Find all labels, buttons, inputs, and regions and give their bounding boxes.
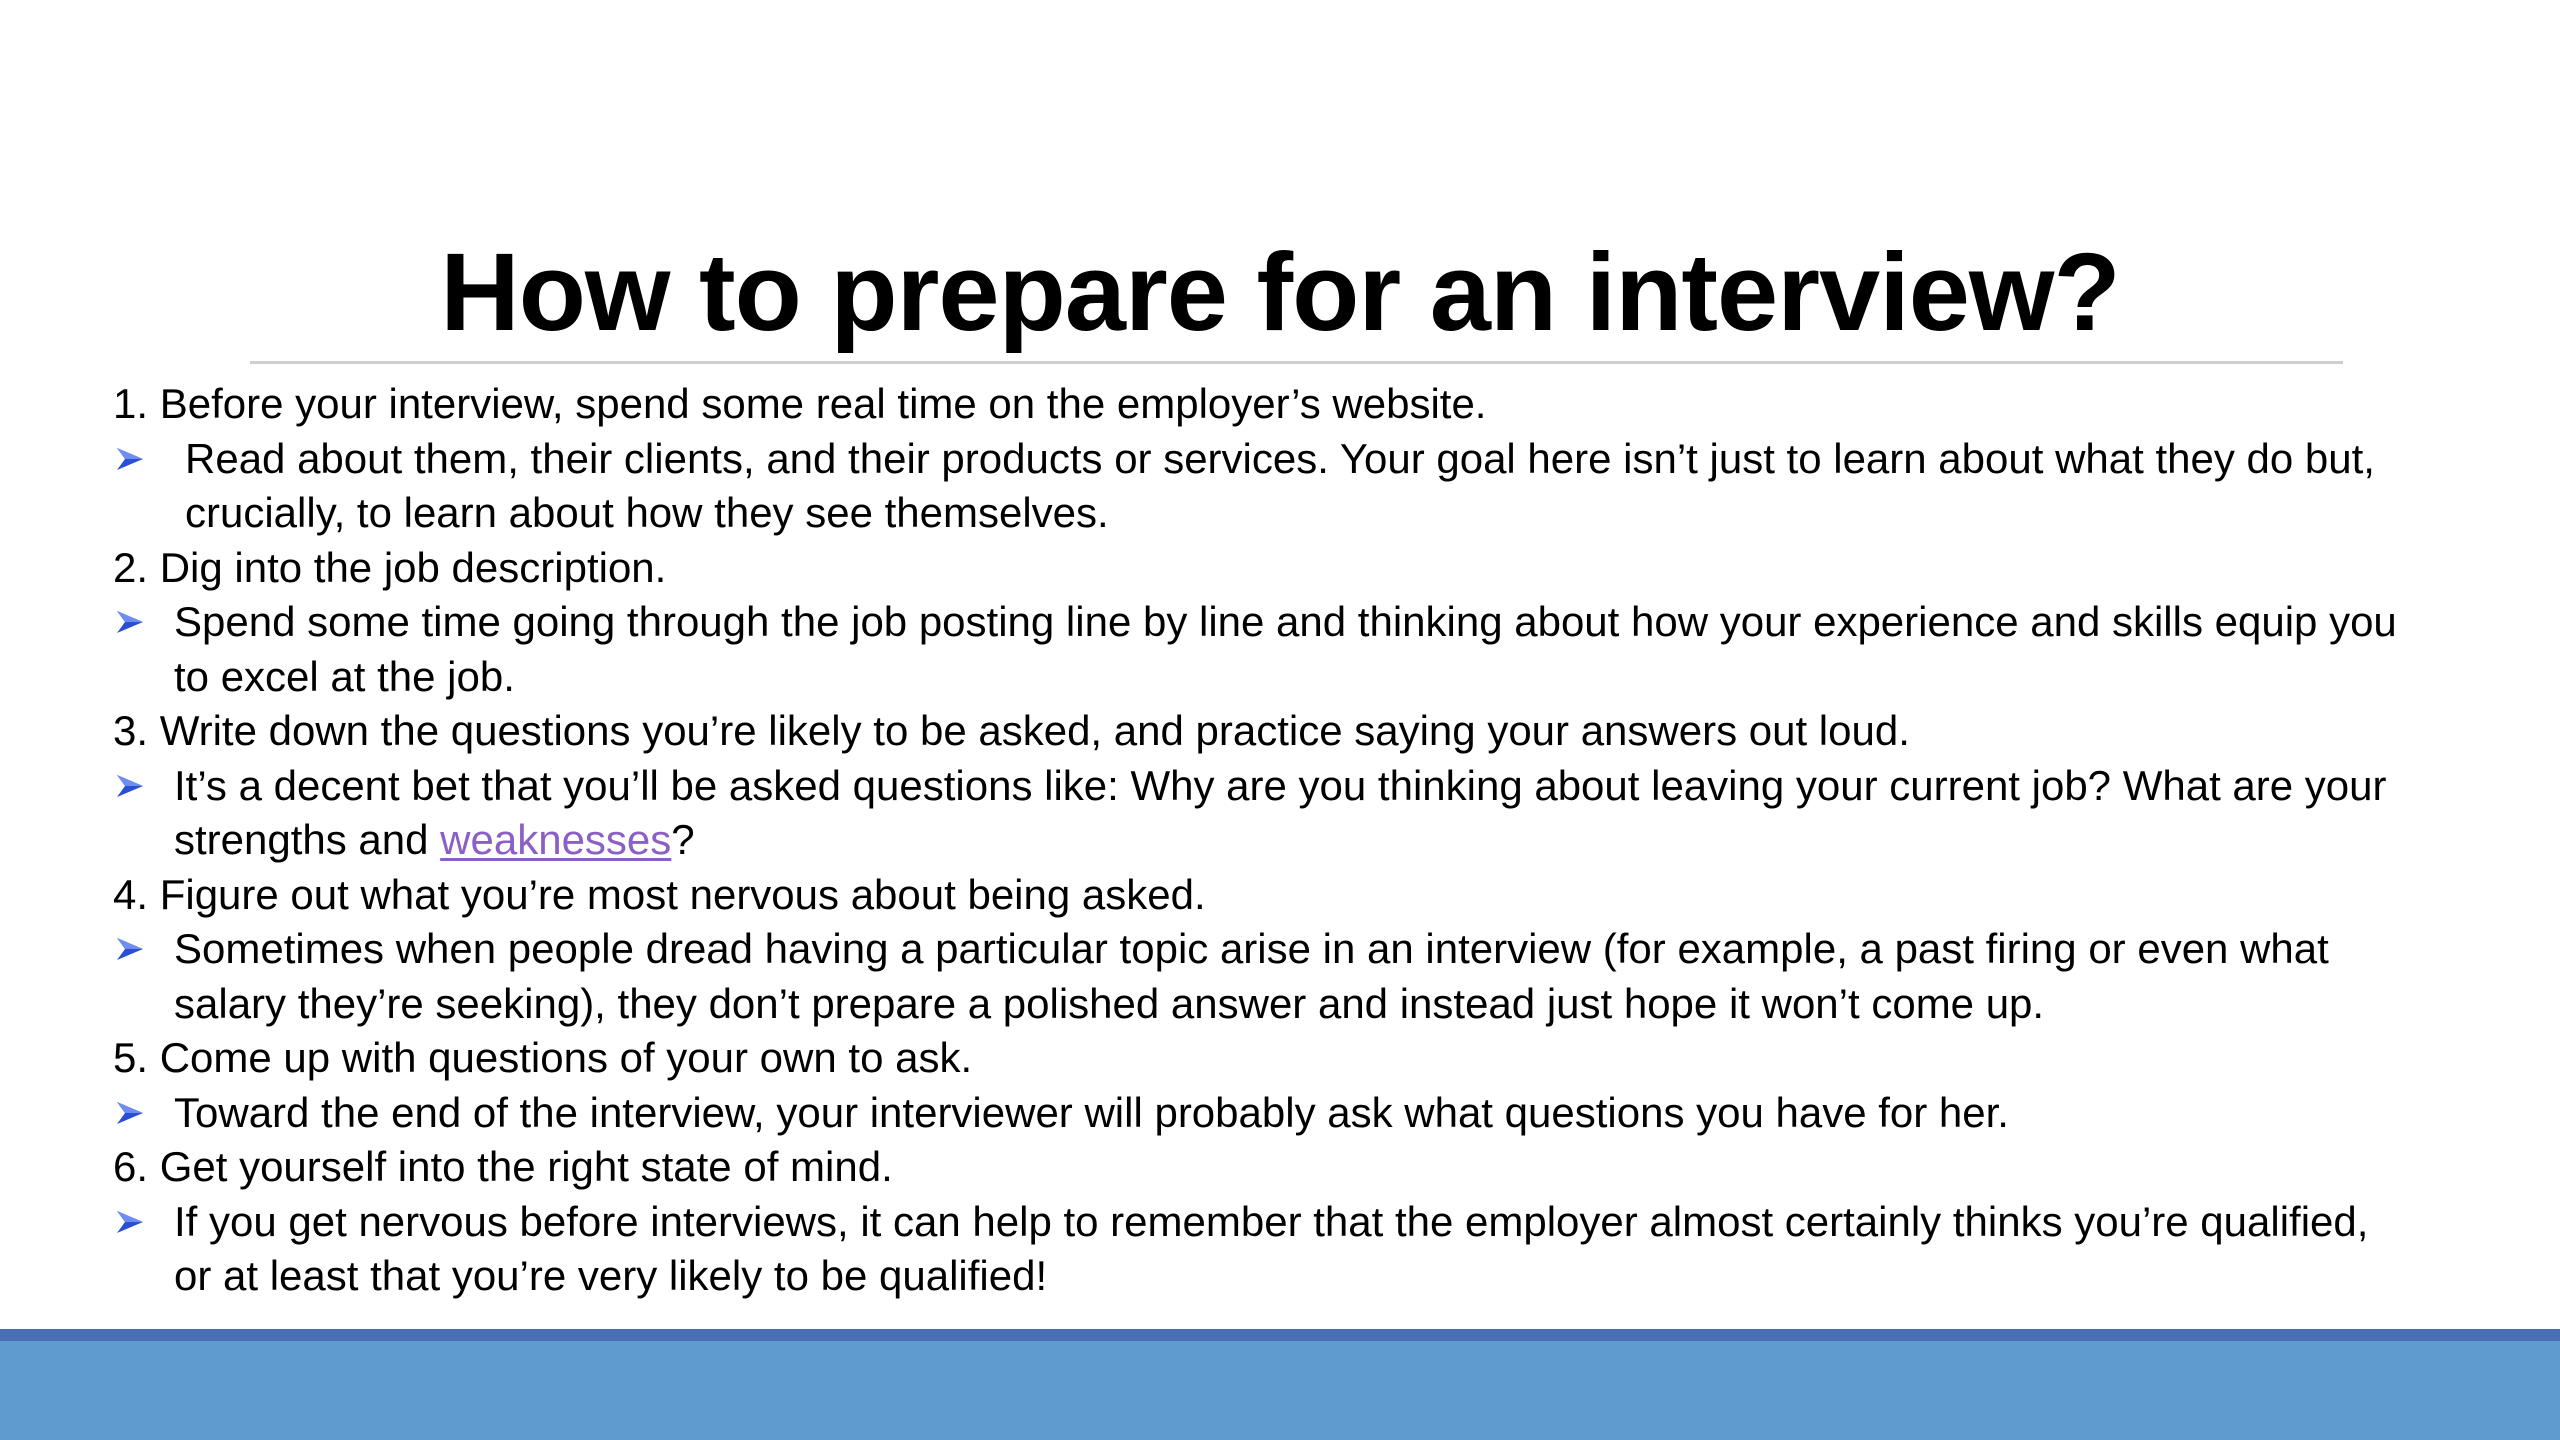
numbered-item-4: [113, 868, 2413, 923]
item-heading: Figure out what you’re most nervous about being asked.: [159, 870, 1206, 918]
numbered-item-3: [113, 704, 2413, 759]
bullet-text-after-link: ?: [671, 816, 695, 863]
bullet-item-3: [113, 759, 2413, 868]
weaknesses-link[interactable]: weaknesses: [440, 816, 672, 863]
item-heading: Dig into the job description.: [159, 543, 667, 591]
arrowhead-bullet-icon: [113, 759, 174, 814]
item-number: 4.: [113, 870, 149, 918]
item-number: 1.: [113, 380, 149, 427]
slide-content: [113, 377, 2413, 1304]
bullet-text: Read about them, their clients, and their products or services. Your goal here isn’t just to learn about what they do but, crucially, to learn about how they see themselves.: [185, 434, 2375, 536]
item-heading: Get yourself into the right state of mind.: [159, 1143, 893, 1190]
arrowhead-bullet-icon: [113, 922, 174, 977]
bullet-text: Sometimes when people dread having a particular topic arise in an interview (for example, a past firing or even what salary they’re seeking), they don’t prepare a polished answer and instead just hope it won’t come up.: [174, 925, 2329, 1027]
item-heading: Write down the questions you’re likely to be asked, and practice saying your answers out loud.: [159, 707, 1910, 754]
item-number: 6.: [113, 1143, 149, 1190]
item-number: 3.: [113, 707, 149, 754]
bullet-text: Spend some time going through the job posting line by line and thinking about how your experience and skills equip you to excel at the job.: [174, 598, 2397, 700]
arrowhead-bullet-icon: [113, 1195, 174, 1250]
arrowhead-bullet-icon: [113, 595, 174, 650]
footer-band: [0, 1341, 2560, 1440]
bullet-item-6: [113, 1195, 2413, 1304]
footer-accent-line: [0, 1329, 2560, 1341]
arrowhead-bullet-icon: [113, 432, 174, 487]
bullet-text: Toward the end of the interview, your interviewer will probably ask what questions you have for her.: [174, 1088, 2009, 1136]
bullet-item-5: [113, 1086, 2413, 1141]
numbered-item-6: [113, 1140, 2413, 1195]
bullet-text-before-link: It’s a decent bet that you’ll be asked questions like: Why are you thinking about leaving your current job? What are your strengths and: [174, 761, 2387, 863]
numbered-item-5: [113, 1031, 2413, 1086]
numbered-item-1: [113, 377, 2413, 432]
item-number: 2.: [113, 543, 149, 591]
arrowhead-bullet-icon: [113, 1086, 174, 1141]
slide-title: How to prepare for an interview?: [440, 231, 2120, 354]
bullet-text: [174, 759, 2413, 868]
item-heading: Come up with questions of your own to ask.: [159, 1034, 973, 1081]
bullet-item-1: [113, 432, 2413, 541]
numbered-item-2: [113, 541, 2413, 596]
bullet-text: If you get nervous before interviews, it can help to remember that the employer almost certainly thinks you’re qualified, or at least that you’re very likely to be qualified!: [174, 1197, 2369, 1299]
bullet-item-4: [113, 922, 2413, 1031]
title-divider: [250, 361, 2343, 364]
item-number: 5.: [113, 1034, 149, 1081]
bullet-item-2: [113, 595, 2413, 704]
item-heading: Before your interview, spend some real time on the employer’s website.: [159, 380, 1487, 427]
